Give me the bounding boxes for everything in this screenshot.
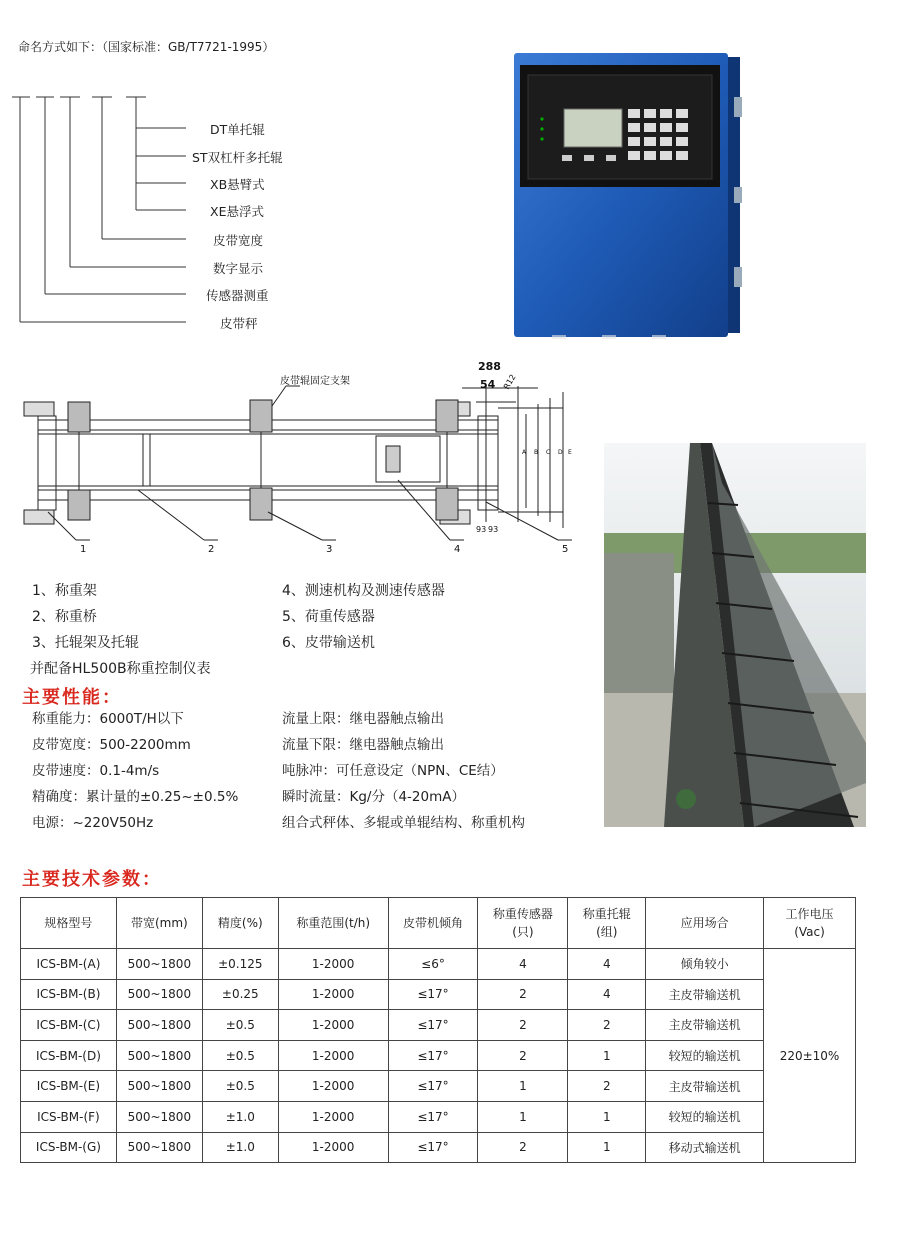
cell-accuracy: ±0.5 xyxy=(202,1040,278,1071)
cell-incline: ≤17° xyxy=(388,979,478,1010)
drawing-callout-4: 4 xyxy=(454,544,461,555)
cell-application: 主皮带输送机 xyxy=(646,1010,764,1041)
naming-label-display: 数字显示 xyxy=(213,261,264,276)
cell-belt-width: 500~1800 xyxy=(116,1132,202,1163)
drawing-callout-2: 2 xyxy=(208,544,215,555)
cell-sensors: 2 xyxy=(478,1010,568,1041)
part-item-4: 4、测速机构及测速传感器 xyxy=(282,583,445,599)
table-row xyxy=(21,1040,856,1071)
perf-accuracy: 精确度：累计量的±0.25~±0.5% xyxy=(32,789,239,805)
part-item-2: 2、称重桥 xyxy=(32,609,97,625)
cell-sensors: 2 xyxy=(478,1040,568,1071)
cell-idlers: 4 xyxy=(568,949,646,980)
cell-belt-width: 500~1800 xyxy=(116,949,202,980)
cell-model: ICS-BM-(F) xyxy=(21,1101,117,1132)
specs-table xyxy=(20,897,856,1163)
cell-application: 较短的输送机 xyxy=(646,1040,764,1071)
cell-model: ICS-BM-(E) xyxy=(21,1071,117,1102)
drawing-letter-b: B xyxy=(534,449,539,456)
performance-title: 主要性能： xyxy=(22,687,122,708)
header-range: 称重范围(t/h) xyxy=(278,898,388,949)
cell-sensors: 2 xyxy=(478,1132,568,1163)
naming-label-st: ST双杠杆多托辊 xyxy=(192,150,283,165)
table-row xyxy=(21,1010,856,1041)
cell-application: 移动式输送机 xyxy=(646,1132,764,1163)
drawing-annotation: 皮带辊固定支架 xyxy=(280,376,350,387)
controller-photo xyxy=(512,47,746,339)
perf-ton-pulse: 吨脉冲：可任意设定（NPN、CE结） xyxy=(282,763,504,779)
cell-accuracy: ±0.25 xyxy=(202,979,278,1010)
parts-note: 并配备HL500B称重控制仪表 xyxy=(30,661,211,677)
cell-belt-width: 500~1800 xyxy=(116,1101,202,1132)
cell-range: 1-2000 xyxy=(278,1071,388,1102)
table-row xyxy=(21,1132,856,1163)
perf-instant-flow: 瞬时流量：Kg/分（4-20mA） xyxy=(282,789,465,805)
naming-label-sensor: 传感器测重 xyxy=(206,288,269,303)
drawing-dim-288: 288 xyxy=(478,362,501,373)
part-item-3: 3、托辊架及托辊 xyxy=(32,635,139,651)
cell-range: 1-2000 xyxy=(278,979,388,1010)
perf-power: 电源：~220V50Hz xyxy=(32,815,154,831)
cell-idlers: 2 xyxy=(568,1010,646,1041)
cell-range: 1-2000 xyxy=(278,949,388,980)
controller-illustration xyxy=(512,47,746,339)
cell-sensors: 1 xyxy=(478,1101,568,1132)
conveyor-illustration xyxy=(604,443,866,827)
naming-label-width: 皮带宽度 xyxy=(213,233,264,248)
cell-range: 1-2000 xyxy=(278,1010,388,1041)
header-incline: 皮带机倾角 xyxy=(388,898,478,949)
header-model: 规格型号 xyxy=(21,898,117,949)
cell-application: 倾角较小 xyxy=(646,949,764,980)
perf-belt-speed: 皮带速度：0.1-4m/s xyxy=(32,763,160,779)
drawing-callout-1: 1 xyxy=(80,544,87,555)
drawing-dim-93a: 93 xyxy=(476,525,487,534)
naming-label-scale: 皮带秤 xyxy=(220,316,258,331)
header-idlers: 称重托辊 (组) xyxy=(568,898,646,949)
cell-accuracy: ±1.0 xyxy=(202,1101,278,1132)
cell-incline: ≤17° xyxy=(388,1132,478,1163)
naming-label-dt: DT单托辊 xyxy=(210,122,265,137)
specs-header-row xyxy=(21,898,856,949)
cell-model: ICS-BM-(G) xyxy=(21,1132,117,1163)
belt-scale-drawing xyxy=(18,362,578,562)
cell-model: ICS-BM-(C) xyxy=(21,1010,117,1041)
header-accuracy: 精度(%) xyxy=(202,898,278,949)
header-voltage: 工作电压 (Vac) xyxy=(764,898,856,949)
cell-range: 1-2000 xyxy=(278,1101,388,1132)
drawing-dim-93b: 93 xyxy=(488,525,499,534)
parts-list-col1 xyxy=(32,578,211,682)
cell-belt-width: 500~1800 xyxy=(116,1071,202,1102)
naming-label-xe: XE悬浮式 xyxy=(210,204,264,219)
perf-capacity: 称重能力：6000T/H以下 xyxy=(32,711,184,727)
part-item-1: 1、称重架 xyxy=(32,583,97,599)
cell-application: 较短的输送机 xyxy=(646,1101,764,1132)
performance-col2 xyxy=(282,706,525,836)
belt-scale-drawing-lines xyxy=(18,362,578,562)
cell-model: ICS-BM-(A) xyxy=(21,949,117,980)
drawing-letter-e: E xyxy=(568,449,572,456)
cell-model: ICS-BM-(B) xyxy=(21,979,117,1010)
part-item-5: 5、荷重传感器 xyxy=(282,609,375,625)
cell-sensors: 2 xyxy=(478,979,568,1010)
table-row xyxy=(21,949,856,980)
cell-incline: ≤17° xyxy=(388,1101,478,1132)
cell-belt-width: 500~1800 xyxy=(116,1010,202,1041)
cell-belt-width: 500~1800 xyxy=(116,1040,202,1071)
perf-belt-width: 皮带宽度：500-2200mm xyxy=(32,737,191,753)
cell-model: ICS-BM-(D) xyxy=(21,1040,117,1071)
header-application: 应用场合 xyxy=(646,898,764,949)
table-row xyxy=(21,979,856,1010)
cell-voltage: 220±10% xyxy=(764,949,856,1163)
part-item-6: 6、皮带输送机 xyxy=(282,635,375,651)
specs-title: 主要技术参数： xyxy=(22,869,162,890)
header-belt-width: 带宽(mm) xyxy=(116,898,202,949)
cell-incline: ≤17° xyxy=(388,1071,478,1102)
cell-incline: ≤6° xyxy=(388,949,478,980)
perf-structure: 组合式秤体、多辊或单辊结构、称重机构 xyxy=(282,815,525,831)
header-sensors: 称重传感器 (只) xyxy=(478,898,568,949)
cell-range: 1-2000 xyxy=(278,1040,388,1071)
performance-col1 xyxy=(32,706,238,836)
naming-tree xyxy=(0,80,480,340)
cell-belt-width: 500~1800 xyxy=(116,979,202,1010)
cell-accuracy: ±0.5 xyxy=(202,1071,278,1102)
drawing-callout-5: 5 xyxy=(562,544,569,555)
cell-accuracy: ±0.5 xyxy=(202,1010,278,1041)
conveyor-photo xyxy=(604,443,866,827)
table-row xyxy=(21,1101,856,1132)
cell-application: 主皮带输送机 xyxy=(646,1071,764,1102)
table-row xyxy=(21,1071,856,1102)
cell-application: 主皮带输送机 xyxy=(646,979,764,1010)
perf-flow-upper: 流量上限：继电器触点输出 xyxy=(282,711,444,727)
cell-idlers: 2 xyxy=(568,1071,646,1102)
perf-flow-lower: 流量下限：继电器触点输出 xyxy=(282,737,444,753)
parts-list-col2 xyxy=(282,578,445,656)
cell-range: 1-2000 xyxy=(278,1132,388,1163)
drawing-callout-3: 3 xyxy=(326,544,333,555)
drawing-letter-c: C xyxy=(546,449,551,456)
drawing-dim-r12: R12 xyxy=(501,372,518,391)
drawing-dim-54: 54 xyxy=(480,378,496,391)
cell-idlers: 1 xyxy=(568,1040,646,1071)
cell-idlers: 4 xyxy=(568,979,646,1010)
cell-idlers: 1 xyxy=(568,1132,646,1163)
cell-incline: ≤17° xyxy=(388,1040,478,1071)
cell-sensors: 1 xyxy=(478,1071,568,1102)
drawing-letter-d: D xyxy=(558,449,563,456)
cell-accuracy: ±0.125 xyxy=(202,949,278,980)
cell-incline: ≤17° xyxy=(388,1010,478,1041)
naming-label-xb: XB悬臂式 xyxy=(210,177,265,192)
drawing-letter-a: A xyxy=(522,449,527,456)
naming-title: 命名方式如下：（国家标准：GB/T7721-1995） xyxy=(18,40,275,54)
cell-accuracy: ±1.0 xyxy=(202,1132,278,1163)
cell-idlers: 1 xyxy=(568,1101,646,1132)
cell-sensors: 4 xyxy=(478,949,568,980)
